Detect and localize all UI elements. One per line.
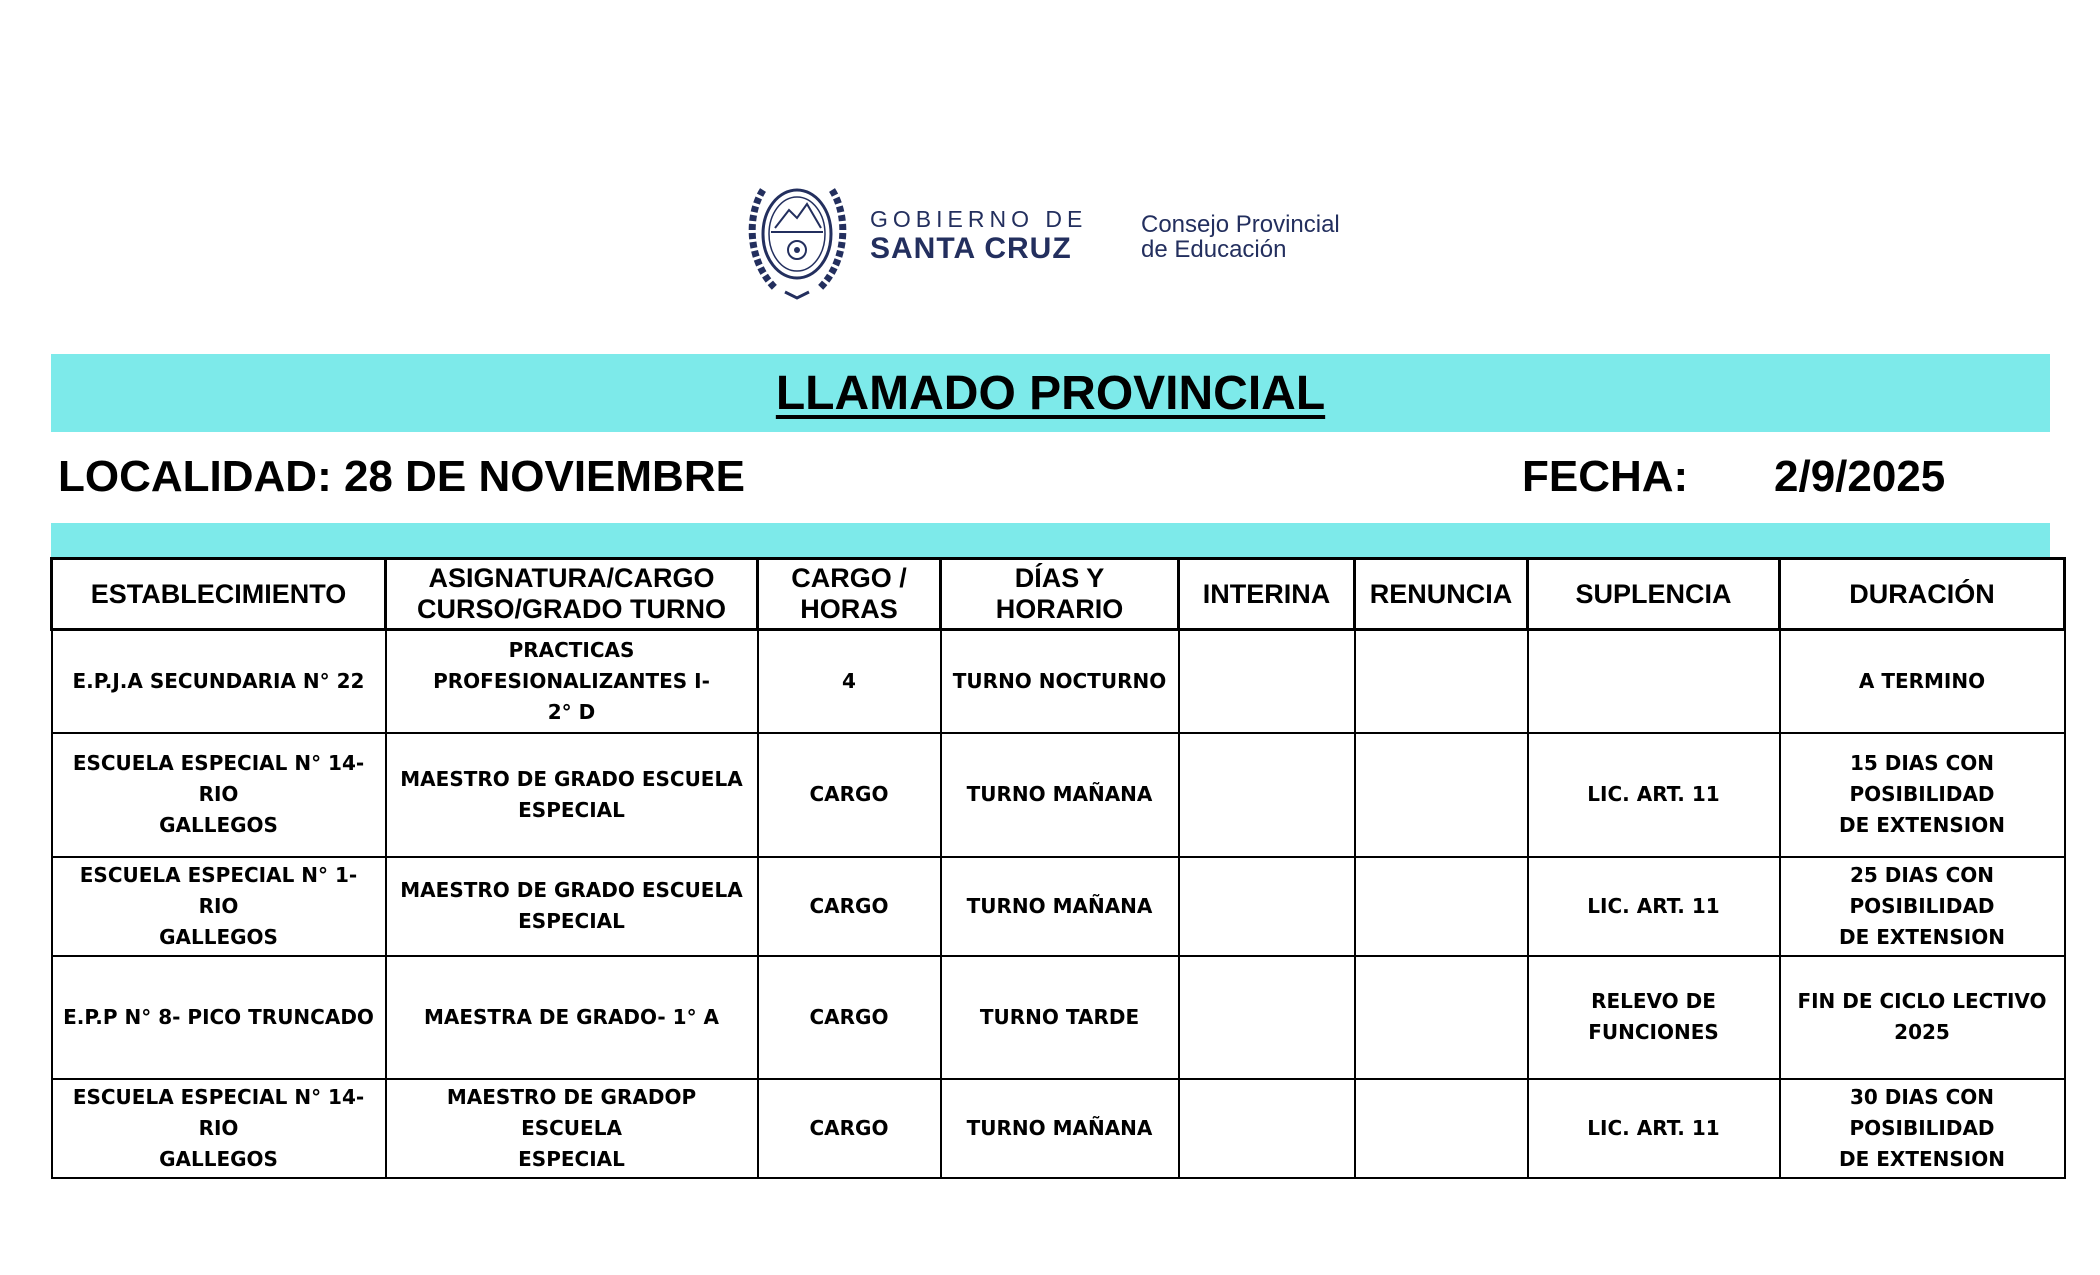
suplencia-cell: LIC. ART. 11 xyxy=(1528,733,1780,857)
column-header: DÍAS Y HORARIO xyxy=(941,559,1179,630)
establecimiento-cell: E.P.J.A SECUNDARIA N° 22 xyxy=(52,630,386,733)
column-header: SUPLENCIA xyxy=(1528,559,1780,630)
date-label: FECHA: xyxy=(1522,452,1689,501)
cargo-cell: CARGO xyxy=(758,956,941,1079)
dias-cell: TURNO MAÑANA xyxy=(941,733,1179,857)
table-header-row xyxy=(52,559,2065,630)
cargo-cell: 4 xyxy=(758,630,941,733)
duracion-cell: 30 DIAS CON POSIBILIDAD DE EXTENSION xyxy=(1780,1079,2065,1178)
table-top-strip xyxy=(51,523,2050,557)
duracion-cell: 15 DIAS CON POSIBILIDAD DE EXTENSION xyxy=(1780,733,2065,857)
renuncia-cell xyxy=(1355,630,1528,733)
council-name xyxy=(1141,212,1340,262)
asignatura-cell: MAESTRO DE GRADOP ESCUELA ESPECIAL xyxy=(386,1079,758,1178)
gov-line2: SANTA CRUZ xyxy=(870,232,1072,265)
column-header: DURACIÓN xyxy=(1780,559,2065,630)
table-row xyxy=(52,1079,2065,1178)
table-row xyxy=(52,857,2065,956)
table-row xyxy=(52,630,2065,733)
job-calls-table xyxy=(50,557,2066,1179)
column-header: INTERINA xyxy=(1179,559,1355,630)
cargo-cell: CARGO xyxy=(758,733,941,857)
page-title: LLAMADO PROVINCIAL xyxy=(775,366,1326,420)
column-header: CARGO / HORAS xyxy=(758,559,941,630)
suplencia-cell: RELEVO DE FUNCIONES xyxy=(1528,956,1780,1079)
suplencia-cell: LIC. ART. 11 xyxy=(1528,857,1780,956)
asignatura-cell: MAESTRO DE GRADO ESCUELA ESPECIAL xyxy=(386,857,758,956)
table-row xyxy=(52,733,2065,857)
locality-label: LOCALIDAD: 28 DE NOVIEMBRE xyxy=(58,452,745,501)
establecimiento-cell: ESCUELA ESPECIAL N° 14- RIO GALLEGOS xyxy=(52,1079,386,1178)
dias-cell: TURNO MAÑANA xyxy=(941,857,1179,956)
duracion-cell: FIN DE CICLO LECTIVO 2025 xyxy=(1780,956,2065,1079)
interina-cell xyxy=(1179,733,1355,857)
establecimiento-cell: E.P.P N° 8- PICO TRUNCADO xyxy=(52,956,386,1079)
establecimiento-cell: ESCUELA ESPECIAL N° 1- RIO GALLEGOS xyxy=(52,857,386,956)
santa-cruz-seal-icon xyxy=(745,170,850,302)
asignatura-cell: MAESTRA DE GRADO- 1° A xyxy=(386,956,758,1079)
dias-cell: TURNO TARDE xyxy=(941,956,1179,1079)
suplencia-cell xyxy=(1528,630,1780,733)
asignatura-cell: PRACTICAS PROFESIONALIZANTES I- 2° D xyxy=(386,630,758,733)
interina-cell xyxy=(1179,630,1355,733)
date-value: 2/9/2025 xyxy=(1774,452,1946,501)
column-header: RENUNCIA xyxy=(1355,559,1528,630)
title-banner xyxy=(51,354,2050,432)
interina-cell xyxy=(1179,1079,1355,1178)
renuncia-cell xyxy=(1355,956,1528,1079)
cargo-cell: CARGO xyxy=(758,1079,941,1178)
header-logo xyxy=(745,170,1365,305)
suplencia-cell: LIC. ART. 11 xyxy=(1528,1079,1780,1178)
duracion-cell: A TERMINO xyxy=(1780,630,2065,733)
column-header: ESTABLECIMIENTO xyxy=(52,559,386,630)
renuncia-cell xyxy=(1355,733,1528,857)
gov-line1: GOBIERNO DE xyxy=(870,206,1088,232)
council-line1: Consejo Provincial xyxy=(1141,211,1340,238)
column-header: ASIGNATURA/CARGO CURSO/GRADO TURNO xyxy=(386,559,758,630)
council-line2: de Educación xyxy=(1141,236,1287,263)
establecimiento-cell: ESCUELA ESPECIAL N° 14- RIO GALLEGOS xyxy=(52,733,386,857)
table-row xyxy=(52,956,2065,1079)
government-name xyxy=(870,206,1087,266)
duracion-cell: 25 DIAS CON POSIBILIDAD DE EXTENSION xyxy=(1780,857,2065,956)
interina-cell xyxy=(1179,956,1355,1079)
asignatura-cell: MAESTRO DE GRADO ESCUELA ESPECIAL xyxy=(386,733,758,857)
cargo-cell: CARGO xyxy=(758,857,941,956)
renuncia-cell xyxy=(1355,1079,1528,1178)
renuncia-cell xyxy=(1355,857,1528,956)
dias-cell: TURNO NOCTURNO xyxy=(941,630,1179,733)
interina-cell xyxy=(1179,857,1355,956)
dias-cell: TURNO MAÑANA xyxy=(941,1079,1179,1178)
